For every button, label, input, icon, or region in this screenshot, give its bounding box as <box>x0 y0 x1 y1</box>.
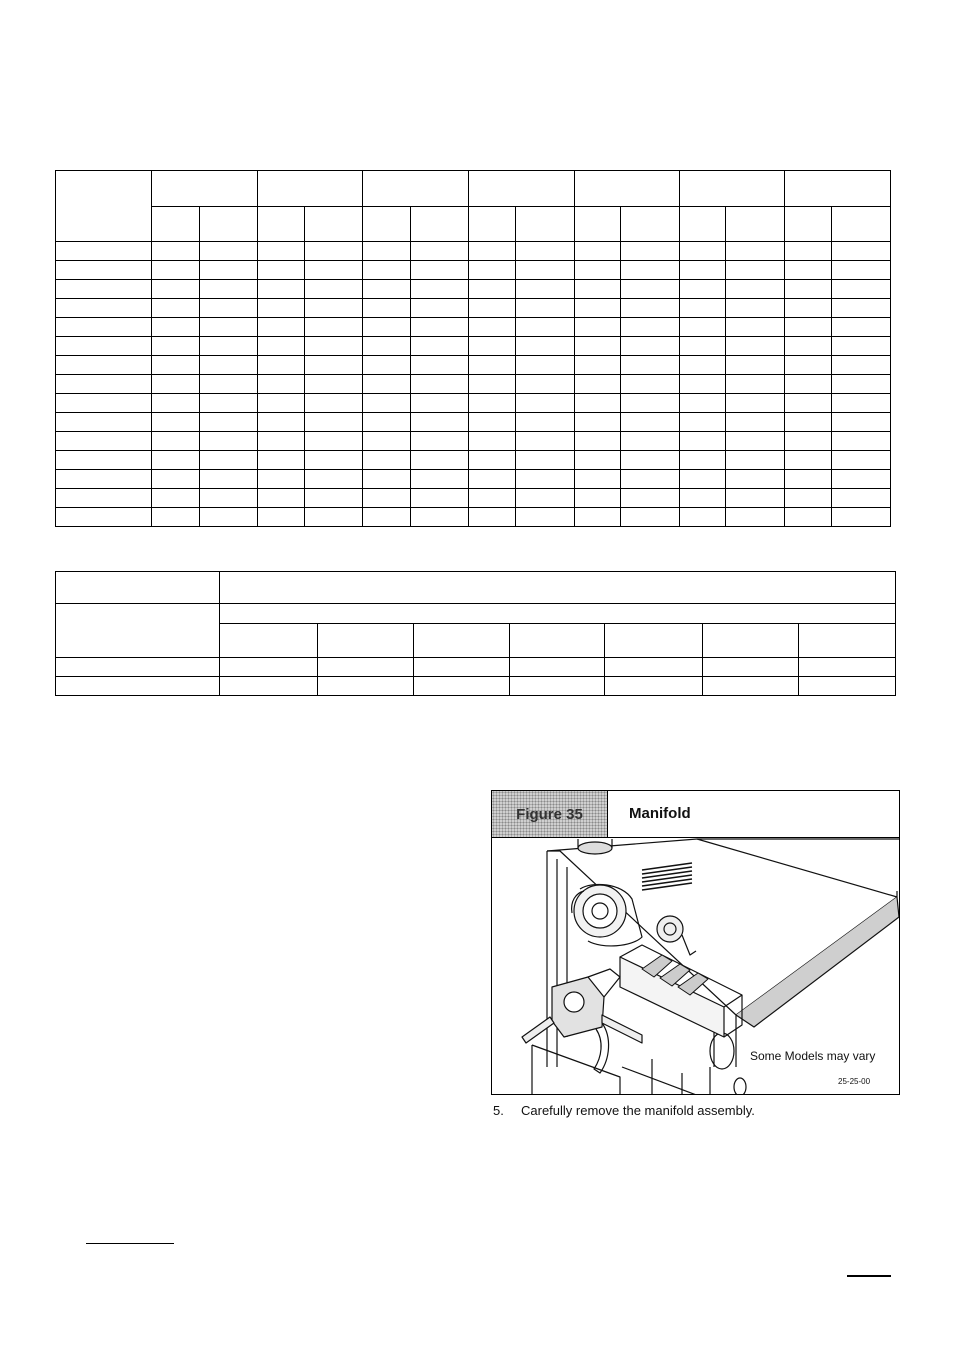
table-row <box>56 299 891 318</box>
table-row <box>56 261 891 280</box>
figure-header <box>492 791 899 838</box>
table-row <box>56 451 891 470</box>
table-header-row <box>56 171 891 207</box>
step-text: Carefully remove the manifold assembly. <box>521 1103 755 1118</box>
table-row <box>56 280 891 299</box>
table-row <box>56 318 891 337</box>
blank-data-table-upper <box>55 170 891 527</box>
header-cell <box>152 171 258 207</box>
table-row <box>56 413 891 432</box>
header-cell <box>220 604 896 624</box>
table-row <box>56 508 891 527</box>
header-cell <box>785 171 891 207</box>
table-row <box>56 470 891 489</box>
header-cell <box>56 572 220 604</box>
header-cell <box>469 171 575 207</box>
header-cell <box>56 171 152 242</box>
table-row <box>56 375 891 394</box>
table-row <box>56 658 896 677</box>
divider-left <box>86 1243 174 1244</box>
header-cell <box>363 171 469 207</box>
figure-code: 25-25-00 <box>838 1077 871 1086</box>
table-row <box>56 337 891 356</box>
table-header-row <box>56 572 896 604</box>
table-row <box>56 489 891 508</box>
header-cell <box>258 171 363 207</box>
figure-title: Manifold <box>629 805 691 822</box>
header-cell <box>680 171 785 207</box>
figure-number: Figure 35 <box>492 791 608 837</box>
table-row <box>56 242 891 261</box>
table-row <box>56 394 891 413</box>
table-subheader-row <box>56 207 891 242</box>
instruction-step <box>493 1103 755 1118</box>
step-number: 5. <box>493 1103 504 1118</box>
table-row <box>56 432 891 451</box>
header-cell <box>56 604 220 658</box>
divider-right <box>847 1275 891 1277</box>
table-subheader-row <box>56 604 896 624</box>
blank-data-table-lower <box>55 571 896 696</box>
header-cell <box>575 171 680 207</box>
table-row <box>56 677 896 696</box>
header-cell <box>220 572 896 604</box>
figure-box <box>491 790 900 1095</box>
figure-note: Some Models may vary <box>750 1049 876 1063</box>
table-row <box>56 356 891 375</box>
